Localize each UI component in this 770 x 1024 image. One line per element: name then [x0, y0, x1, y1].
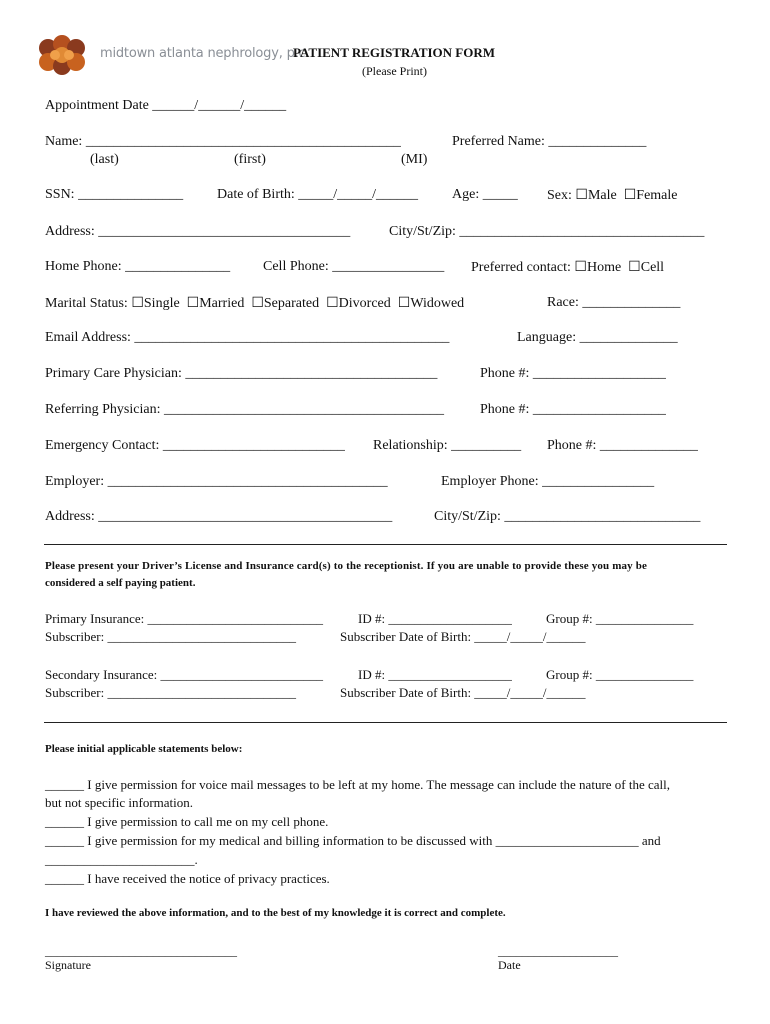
signature-label: Signature [45, 958, 91, 972]
contact-cell-label: Cell [640, 260, 665, 275]
marital-divorced-checkbox[interactable]: ☐Divorced [326, 296, 391, 311]
secondary-subscriber-dob-field[interactable]: Subscriber Date of Birth: _____/_____/______ [340, 685, 586, 700]
statement-voicemail[interactable]: ______ I give permission for voice mail messages to be left at my home. The message can include the nature of the call, [45, 777, 671, 792]
secondary-insurance-field[interactable]: Secondary Insurance: _________________________ [45, 667, 324, 682]
statement-cell[interactable]: ______ I give permission to call me on my cell phone. [45, 814, 329, 829]
marital-married-checkbox[interactable]: ☐Married [186, 296, 245, 311]
primary-care-physician-field[interactable]: Primary Care Physician: ____________________________________ [45, 366, 438, 381]
form-title: PATIENT REGISTRATION FORM [293, 45, 496, 60]
age-field[interactable]: Age: _____ [452, 187, 518, 202]
name-first-label: (first) [234, 152, 266, 167]
employer-address-field[interactable]: Address: __________________________________________ [45, 509, 393, 524]
employer-phone-field[interactable]: Employer Phone: ________________ [441, 474, 655, 489]
statement-privacy[interactable]: ______ I have received the notice of privacy practices. [45, 871, 330, 886]
marital-separated-label: Separated [263, 296, 320, 311]
referring-physician-field[interactable]: Referring Physician: ________________________________________ [45, 402, 444, 417]
address-field[interactable]: Address: ____________________________________ [45, 224, 351, 239]
marital-single-label: Single [143, 296, 180, 311]
ssn-field[interactable]: SSN: _______________ [45, 187, 184, 202]
attestation: I have reviewed the above information, and to the best of my knowledge it is correct and complete. [45, 907, 506, 919]
primary-subscriber-dob-field[interactable]: Subscriber Date of Birth: _____/_____/______ [340, 629, 586, 644]
emergency-contact-field[interactable]: Emergency Contact: __________________________ [45, 438, 345, 453]
practice-logo [34, 33, 90, 77]
date-label: Date [498, 958, 521, 972]
contact-home-label: Home [586, 260, 622, 275]
marital-status-group [45, 295, 464, 312]
divider [44, 544, 727, 545]
employer-field[interactable]: Employer: ________________________________________ [45, 474, 388, 489]
employer-city-field[interactable]: City/St/Zip: ____________________________ [434, 509, 701, 524]
preferred-contact-label: Preferred contact: [471, 260, 575, 275]
sex-male-label: Male [587, 188, 617, 203]
primary-insurance-field[interactable]: Primary Insurance: ___________________________ [45, 611, 324, 626]
marital-separated-checkbox[interactable]: ☐Separated [251, 296, 320, 311]
relationship-field[interactable]: Relationship: __________ [373, 438, 522, 453]
marital-status-label: Marital Status: [45, 296, 132, 311]
dob-field[interactable]: Date of Birth: _____/_____/______ [217, 187, 419, 202]
race-field[interactable]: Race: ______________ [547, 295, 681, 310]
primary-id-field[interactable]: ID #: ___________________ [358, 611, 512, 626]
primary-subscriber-field[interactable]: Subscriber: _____________________________ [45, 629, 296, 644]
sex-female-checkbox[interactable]: ☐Female [623, 188, 678, 203]
preferred-name-field[interactable]: Preferred Name: ______________ [452, 134, 647, 149]
date-line[interactable]: ____________________ [498, 944, 618, 958]
insurance-notice-line2: considered a self paying patient. [45, 577, 196, 589]
secondary-group-field[interactable]: Group #: _______________ [546, 667, 694, 682]
divider [44, 722, 727, 723]
marital-divorced-label: Divorced [338, 296, 391, 311]
sex-label: Sex: [547, 188, 576, 203]
emergency-phone-field[interactable]: Phone #: ______________ [547, 438, 698, 453]
contact-cell-checkbox[interactable]: ☐Cell [628, 260, 665, 275]
cell-phone-field[interactable]: Cell Phone: ________________ [263, 259, 445, 274]
practice-name: midtown atlanta nephrology, p.c. [100, 46, 310, 61]
secondary-subscriber-field[interactable]: Subscriber: _____________________________ [45, 685, 296, 700]
signature-line[interactable]: ________________________________ [45, 944, 237, 958]
statements-heading: Please initial applicable statements below: [45, 743, 243, 755]
name-mi-label: (MI) [401, 152, 428, 167]
statement-voicemail-cont: but not specific information. [45, 795, 194, 810]
home-phone-field[interactable]: Home Phone: _______________ [45, 259, 231, 274]
city-state-zip-field[interactable]: City/St/Zip: ___________________________________ [389, 224, 705, 239]
marital-married-label: Married [199, 296, 245, 311]
sex-group [547, 187, 678, 204]
contact-home-checkbox[interactable]: ☐Home [574, 260, 622, 275]
primary-group-field[interactable]: Group #: _______________ [546, 611, 694, 626]
email-field[interactable]: Email Address: _____________________________________________ [45, 330, 450, 345]
logo-mark-icon [34, 33, 90, 77]
pcp-phone-field[interactable]: Phone #: ___________________ [480, 366, 666, 381]
referring-phone-field[interactable]: Phone #: ___________________ [480, 402, 666, 417]
preferred-contact-group [471, 259, 664, 276]
marital-single-checkbox[interactable]: ☐Single [131, 296, 180, 311]
appointment-date-field[interactable]: Appointment Date ______/______/______ [45, 98, 287, 113]
form-subtitle: (Please Print) [362, 64, 427, 78]
marital-widowed-checkbox[interactable]: ☐Widowed [397, 296, 465, 311]
insurance-notice: Please present your Driver’s License and Insurance card(s) to the receptionist. If you are unable to provide these you may be [45, 560, 648, 572]
name-field[interactable]: Name: _____________________________________________ [45, 134, 401, 149]
secondary-id-field[interactable]: ID #: ___________________ [358, 667, 512, 682]
statement-discuss[interactable]: ______ I give permission for my medical and billing information to be discussed with ______________________ and [45, 833, 661, 848]
statement-discuss-cont[interactable]: _______________________. [45, 852, 198, 867]
sex-female-label: Female [636, 188, 678, 203]
marital-widowed-label: Widowed [410, 296, 465, 311]
sex-male-checkbox[interactable]: ☐Male [575, 188, 617, 203]
name-last-label: (last) [90, 152, 119, 167]
language-field[interactable]: Language: ______________ [517, 330, 678, 345]
